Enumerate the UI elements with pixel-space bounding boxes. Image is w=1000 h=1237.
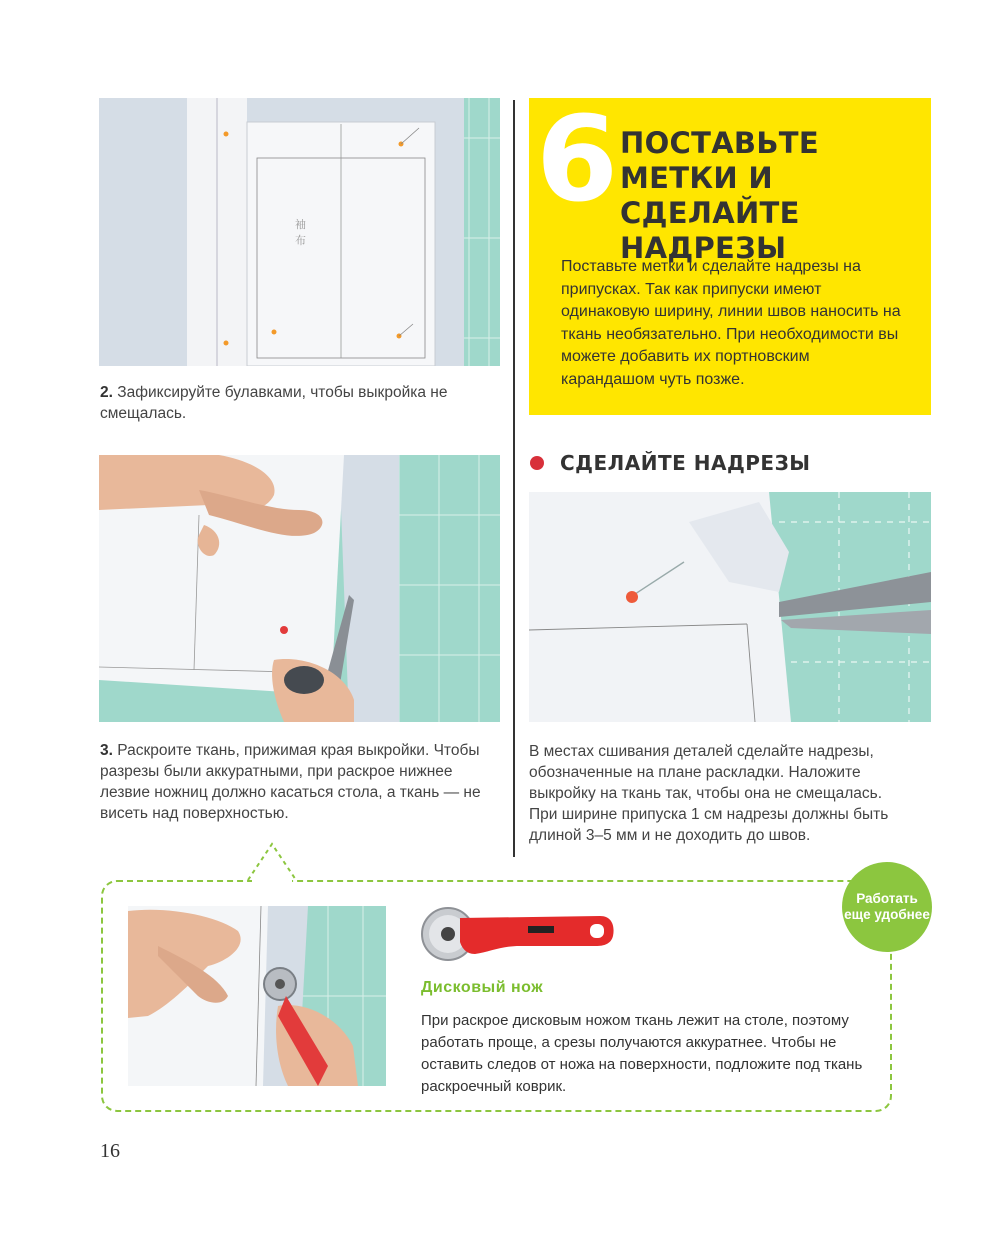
step-title: ПОСТАВЬТЕ МЕТКИ И СДЕЛАЙТЕ НАДРЕЗЫ [620, 126, 819, 265]
photo-pinned-pattern [99, 98, 500, 366]
caption-notch [529, 741, 931, 846]
svg-text:布: 布 [295, 234, 306, 247]
tip-pointer-gap [252, 876, 292, 884]
caption-notch-line2: При ширине припуска 1 см надрезы должны быть длиной 3–5 мм и не доходить до швов. [529, 806, 889, 844]
svg-text:袖: 袖 [295, 218, 306, 231]
tip-badge: Работать еще удобнее [842, 862, 932, 952]
rotary-cutter-illustration [420, 906, 616, 962]
photo-cutting-fabric [99, 455, 500, 722]
page-number: 16 [100, 1140, 120, 1162]
step-body: Поставьте метки и сделайте надрезы на припусках. Так как припуски имеют одинаковую ширину, линии швов наносить на ткань необязательно. При необходимости вы можете добавить их портновским карандашом чуть позже. [561, 258, 901, 388]
bullet-dot-icon [530, 456, 544, 470]
section-title: СДЕЛАЙТЕ НАДРЕЗЫ [560, 451, 811, 475]
tip-title: Дисковый нож [421, 979, 544, 996]
photo-rotary-cutting [128, 906, 386, 1086]
caption-cut [100, 740, 498, 824]
photo-notch-cut [529, 492, 931, 722]
caption-cut-text: Раскроите ткань, прижимая края выкройки. Чтобы разрезы были аккуратными, при раскрое нижнее лезвие ножниц должно касаться стола, а ткань — не висеть над поверхностью. [100, 742, 481, 822]
caption-cut-number: 3. [100, 742, 113, 759]
column-divider [513, 100, 515, 857]
section-heading [530, 452, 811, 474]
caption-pin-text: Зафиксируйте булавками, чтобы выкройка не смещалась. [100, 384, 448, 422]
caption-pin-number: 2. [100, 384, 113, 401]
caption-notch-line1: В местах сшивания деталей сделайте надрезы, обозначенные на плане раскладки. Наложите выкройку на ткань так, чтобы она не смещалась. [529, 743, 883, 802]
tip-body: При раскрое дисковым ножом ткань лежит на столе, поэтому работать проще, а срезы получаются аккуратнее. Чтобы не оставить следов от ножа на поверхности, подложите под ткань раскроечный коврик. [421, 1012, 863, 1095]
step-number: 6 [536, 90, 619, 228]
caption-pin [100, 382, 490, 424]
